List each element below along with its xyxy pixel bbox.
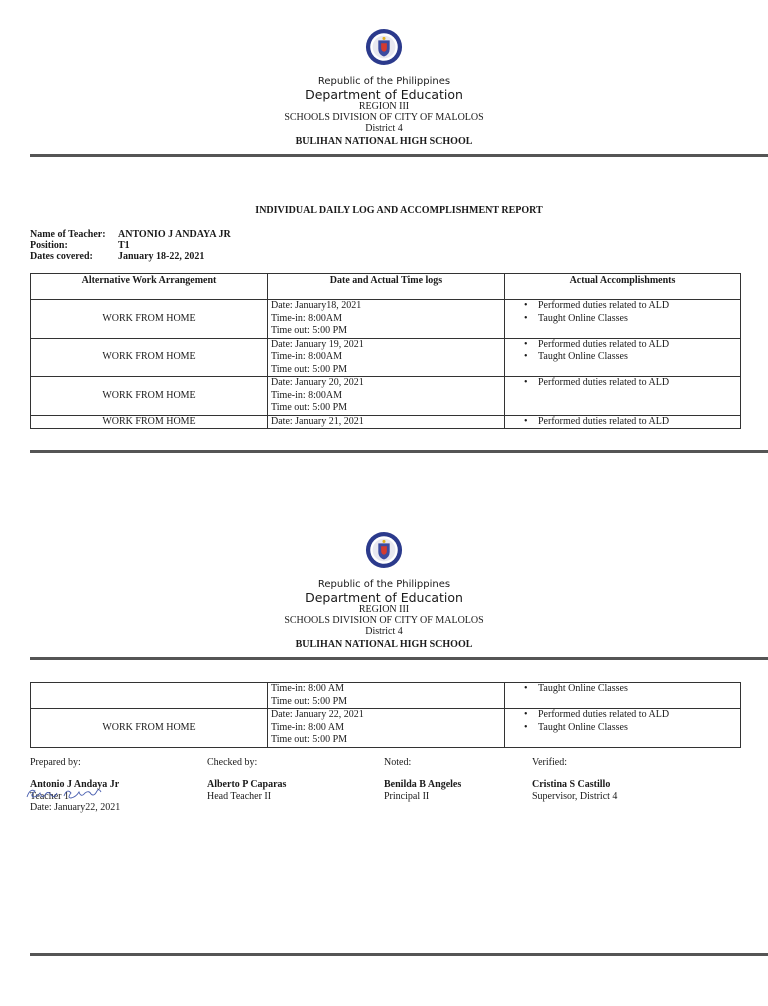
work-arrangement-cell (31, 683, 268, 709)
daily-log-table (30, 273, 741, 429)
teacher-label: Name of Teacher: (30, 229, 106, 240)
accomplishments-cell (505, 683, 741, 709)
checked-by-name: Alberto P Caparas (207, 779, 287, 790)
district-text: District 4 (365, 123, 403, 134)
time-log-line: Date: January 19, 2021 (271, 338, 364, 350)
work-arrangement-cell: WORK FROM HOME (31, 415, 268, 429)
department-text: Department of Education (305, 87, 463, 102)
verified-by-label: Verified: (532, 757, 567, 768)
accomplishment-item: • Performed duties related to ALD (538, 300, 737, 313)
district-text: District 4 (365, 626, 403, 637)
accomplishment-item: • Taught Online Classes (538, 351, 737, 364)
work-arrangement-cell: WORK FROM HOME (31, 709, 268, 748)
accomplishments-cell (505, 338, 741, 377)
division-text: SCHOOLS DIVISION OF CITY OF MALOLOS (284, 615, 484, 626)
column-header: Alternative Work Arrangement (31, 274, 268, 300)
time-log-cell (268, 377, 505, 416)
time-log-cell (268, 683, 505, 709)
table-row (31, 377, 741, 416)
table-header-row (31, 274, 741, 300)
prepared-by-label: Prepared by: (30, 757, 81, 768)
noted-by-title: Principal II (384, 791, 430, 802)
column-header: Actual Accomplishments (505, 274, 741, 300)
time-log-line: Date: January 22, 2021 (271, 709, 364, 720)
report-title: INDIVIDUAL DAILY LOG AND ACCOMPLISHMENT REPORT (255, 205, 543, 216)
table-row (31, 709, 741, 748)
accomplishment-item: • Performed duties related to ALD (538, 416, 737, 429)
region-text: REGION III (358, 101, 410, 112)
work-arrangement-cell: WORK FROM HOME (31, 300, 268, 339)
time-log-line: Time out: 5:00 PM (271, 734, 348, 745)
noted-by-name: Benilda B Angeles (384, 779, 462, 790)
checked-by-title: Head Teacher II (207, 791, 272, 802)
verified-by-name: Cristina S Castillo (532, 779, 611, 790)
handwritten-signature (24, 786, 120, 802)
page-footer-divider (30, 450, 768, 453)
header-divider (30, 657, 768, 660)
accomplishment-item: • Taught Online Classes (538, 683, 737, 696)
teacher-value: ANTONIO J ANDAYA JR (118, 229, 231, 240)
time-log-line: Time-in: 8:00 AM (271, 721, 344, 733)
accomplishments-cell (505, 377, 741, 416)
page-footer-divider (30, 953, 768, 956)
time-log-cell (268, 300, 505, 339)
division-text: SCHOOLS DIVISION OF CITY OF MALOLOS (284, 112, 484, 123)
accomplishment-item: • Performed duties related to ALD (538, 377, 737, 390)
time-log-cell (268, 709, 505, 748)
department-text: Department of Education (305, 590, 463, 605)
school-name: BULIHAN NATIONAL HIGH SCHOOL (295, 639, 473, 650)
work-arrangement-cell: WORK FROM HOME (31, 338, 268, 377)
time-log-line: Date: January18, 2021 (271, 300, 362, 311)
accomplishment-item: • Taught Online Classes (538, 722, 737, 735)
republic-text: Republic of the Philippines (317, 579, 451, 590)
time-log-line: Time-in: 8:00AM (271, 312, 343, 324)
time-log-line: Time out: 5:00 PM (271, 695, 348, 707)
republic-text: Republic of the Philippines (317, 76, 451, 87)
dates-value: January 18-22, 2021 (118, 251, 205, 262)
accomplishment-item: • Taught Online Classes (538, 313, 737, 326)
region-text: REGION III (358, 604, 410, 615)
time-log-line: Date: January 21, 2021 (271, 415, 364, 427)
time-log-cell (268, 415, 505, 429)
header-divider (30, 154, 768, 157)
deped-seal-icon (365, 28, 403, 66)
prepared-by-name: Antonio J Andaya Jr (30, 779, 120, 790)
time-log-line: Time out: 5:00 PM (271, 402, 348, 413)
time-log-line: Time-in: 8:00AM (271, 351, 343, 362)
prepared-by-title: Teacher 1 (30, 791, 69, 802)
accomplishments-cell (505, 709, 741, 748)
time-log-line: Time out: 5:00 PM (271, 363, 348, 375)
work-arrangement-cell: WORK FROM HOME (31, 377, 268, 416)
time-log-line: Time-in: 8:00AM (271, 389, 343, 401)
accomplishment-item: • Performed duties related to ALD (538, 709, 737, 722)
accomplishment-item: • Performed duties related to ALD (538, 339, 737, 352)
checked-by-label: Checked by: (207, 757, 258, 768)
table-row (31, 338, 741, 377)
column-header: Date and Actual Time logs (268, 274, 505, 300)
school-name: BULIHAN NATIONAL HIGH SCHOOL (295, 136, 473, 147)
time-log-line: Date: January 20, 2021 (271, 377, 364, 388)
time-log-line: Time out: 5:00 PM (271, 325, 348, 336)
dates-label: Dates covered: (30, 251, 93, 262)
table-row (31, 415, 741, 429)
prepared-by-date: Date: January22, 2021 (30, 802, 121, 813)
time-log-line: Time-in: 8:00 AM (271, 683, 344, 694)
position-value: T1 (118, 240, 130, 251)
table-row (31, 683, 741, 709)
accomplishments-cell (505, 415, 741, 429)
time-log-cell (268, 338, 505, 377)
accomplishments-cell (505, 300, 741, 339)
position-label: Position: (30, 240, 68, 251)
noted-by-label: Noted: (384, 757, 412, 768)
deped-seal-icon (365, 531, 403, 569)
daily-log-table-continued (30, 682, 741, 748)
verified-by-title: Supervisor, District 4 (532, 791, 618, 802)
table-row (31, 300, 741, 339)
